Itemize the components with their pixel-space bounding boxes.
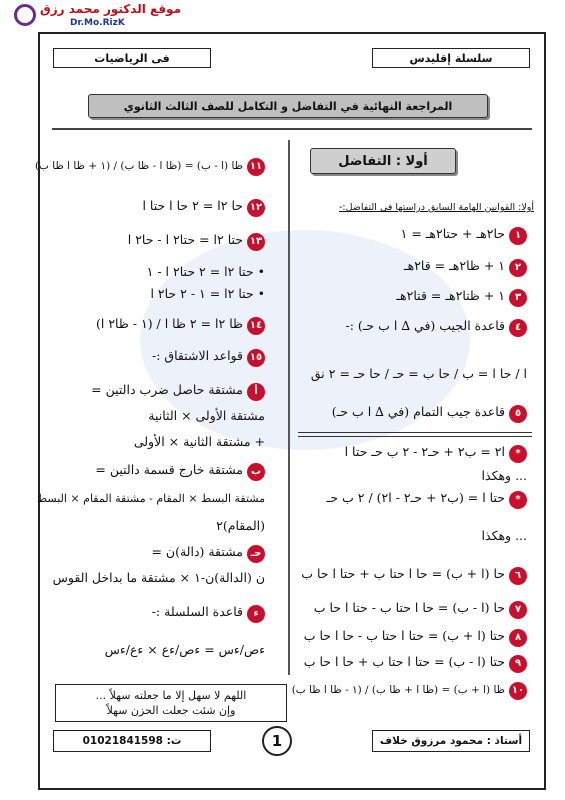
left-column-item — [150, 286, 265, 301]
item-number-badge: ٤ — [509, 319, 527, 337]
left-column-item — [151, 544, 265, 563]
item-formula: • حتا ٢ا = ٢ حتا٢ ا - ١ — [146, 264, 265, 279]
item-number-badge: ١ — [509, 227, 527, 245]
right-column-item — [345, 444, 527, 463]
page-title: المراجعة النهائية في التفاضل و التكامل للصف الثالث الثانوي — [88, 94, 488, 118]
item-formula: (المقام)٢ — [216, 518, 265, 533]
item-number-badge: ٣ — [509, 289, 527, 307]
column-divider — [288, 140, 290, 675]
logo-icon — [14, 4, 36, 26]
item-formula: حتا ا = (ب٢ + حـ٢ - ا٢) / ٢ ب حـ — [326, 490, 505, 505]
item-formula: حا ٢ا = ٢ حا ا حتا ا — [142, 198, 243, 213]
left-column-item — [53, 570, 265, 585]
logo-name: موقع الدكتور محمد رزق — [40, 2, 181, 16]
right-column-item — [332, 404, 527, 423]
left-column-item — [147, 264, 265, 279]
item-number-badge: ١١ — [247, 158, 265, 176]
left-column-item — [142, 198, 265, 217]
right-column-item — [301, 566, 527, 585]
item-formula: ن (الدالة)ن-١ × مشتقة ما بداخل القوس — [52, 570, 265, 585]
left-column-item — [37, 492, 265, 505]
phone-label: ت: 01021841598 — [53, 730, 211, 752]
item-formula: ءص/ءس = ءص/ءع × ءع/ءس — [104, 642, 265, 657]
item-formula: ١ + ظتا٢هـ = قتا٢هـ — [396, 288, 505, 303]
right-column-item — [401, 226, 527, 245]
item-formula: حا (ا + ب) = حا ا حتا ب + حتا ا حا ب — [301, 566, 505, 581]
item-formula: قاعدة الجيب (في ∆ ا ب حـ) :- — [345, 318, 505, 333]
item-number-badge: * — [509, 491, 527, 509]
item-number-badge: حـ — [247, 545, 265, 563]
item-formula: مشتقة الأولى × الثانية — [148, 408, 265, 423]
section-title: أولا : التفاضل — [310, 148, 456, 174]
item-formula: مشتقة (دالة)ن = — [151, 544, 243, 559]
item-number-badge: ب — [247, 463, 265, 481]
item-number-badge: ١٢ — [247, 199, 265, 217]
item-number-badge: ٨ — [509, 629, 527, 647]
right-column-item — [345, 318, 527, 337]
right-column-item — [304, 654, 527, 673]
item-formula: مشتقة حاصل ضرب دالتين = — [91, 382, 243, 397]
item-number-badge: ٦ — [509, 567, 527, 585]
item-formula: + مشتقة الثانية × الأولى — [133, 434, 265, 449]
item-formula: حا (ا - ب) = حا ا حتا ب - حتا ا حا ب — [313, 600, 505, 615]
divider-horizontal — [52, 128, 532, 130]
series-label: سلسلة إقليدس — [372, 48, 530, 68]
right-column-item — [396, 288, 527, 307]
item-formula: ... وهكذا — [481, 528, 527, 543]
item-number-badge: * — [509, 445, 527, 463]
right-column-item — [327, 490, 527, 509]
laws-note: أولا: القوانين الهامة السابق دراستها في التفاضل:- — [338, 202, 534, 213]
item-number-badge: ١٥ — [247, 349, 265, 367]
left-column-item — [134, 434, 265, 449]
right-column-item — [311, 366, 527, 381]
logo-url: Dr.Mo.RizK — [70, 18, 125, 28]
left-column-item — [105, 642, 265, 657]
item-number-badge: أ — [247, 383, 265, 401]
item-formula: ا / حا ا = ب / حا ب = حـ / حا حـ = ٢ نق — [310, 366, 527, 381]
left-column-item — [152, 348, 265, 367]
item-number-badge: ء — [247, 605, 265, 623]
prayer-line-1: اللهم لا سهل إلا ما جعلته سهلاً ... — [95, 689, 247, 702]
item-formula: • حتا ٢ا = ١ - ٢ حا٢ ا — [150, 286, 265, 301]
prayer-box — [55, 684, 287, 722]
item-formula: ١ + ظا٢هـ = قا٢هـ — [403, 258, 505, 273]
item-number-badge: ٥ — [509, 405, 527, 423]
page-number: 1 — [262, 726, 292, 756]
item-formula: ا٢ = ب٢ + حـ٢ - ٢ ب حـ حتا ا — [344, 444, 505, 459]
item-number-badge: ٧ — [509, 601, 527, 619]
left-column-item — [148, 408, 265, 423]
left-column-item — [35, 158, 265, 176]
left-column-item — [95, 462, 265, 481]
subject-label: فى الرياضيات — [53, 48, 211, 68]
separator — [298, 432, 532, 437]
item-formula: ظا ٢ا = ٢ ظا ا / (١ - ظا٢ ا) — [96, 316, 243, 331]
item-formula: حا٢هـ + حتا٢هـ = ١ — [400, 226, 505, 241]
item-number-badge: ١٠ — [509, 682, 527, 700]
left-column-item — [91, 382, 265, 401]
left-column-item — [128, 232, 265, 251]
right-column-item — [292, 682, 527, 700]
left-column-item — [96, 316, 265, 335]
teacher-label: أستاذ : محمود مرزوق خلاف — [372, 730, 530, 752]
item-formula: ... وهكذا — [481, 468, 527, 483]
right-column-item — [482, 528, 527, 543]
left-column-item — [152, 604, 265, 623]
item-number-badge: ٩ — [509, 655, 527, 673]
item-formula: قواعد الاشتقاق :- — [152, 348, 243, 363]
prayer-line-2: وإن شئت جعلت الحزن سهلاً — [106, 704, 236, 717]
item-formula: قاعدة جيب التمام (في ∆ ا ب حـ) — [331, 404, 505, 419]
right-column-item — [404, 258, 527, 277]
item-formula: حتا (ا - ب) = حتا ا حتا ب + حا ا حا ب — [303, 654, 505, 669]
item-formula: حتا ٢ا = حتا٢ ا - حا٢ ا — [127, 232, 243, 247]
item-number-badge: ١٤ — [247, 317, 265, 335]
item-formula: قاعدة السلسلة :- — [151, 604, 243, 619]
right-column-item — [314, 600, 527, 619]
left-column-item — [216, 518, 265, 533]
item-formula: ظا (ا - ب) = (ظا ا - ظا ب) / (١ + ظا ا ظا ب) — [34, 160, 243, 172]
right-column-item — [482, 468, 527, 483]
item-formula: مشتقة خارج قسمة دالتين = — [95, 462, 243, 477]
item-formula: حتا (ا + ب) = حتا ا حتا ب - حا ا حا ب — [303, 628, 505, 643]
right-column-item — [304, 628, 527, 647]
item-number-badge: ١٣ — [247, 233, 265, 251]
item-formula: مشتقة البسط × المقام - مشتقة المقام × البسط — [36, 492, 265, 505]
item-number-badge: ٢ — [509, 259, 527, 277]
item-formula: ظا (ا + ب) = (ظا ا + ظا ب) / (١ - ظا ا ظا ب) — [291, 684, 505, 696]
